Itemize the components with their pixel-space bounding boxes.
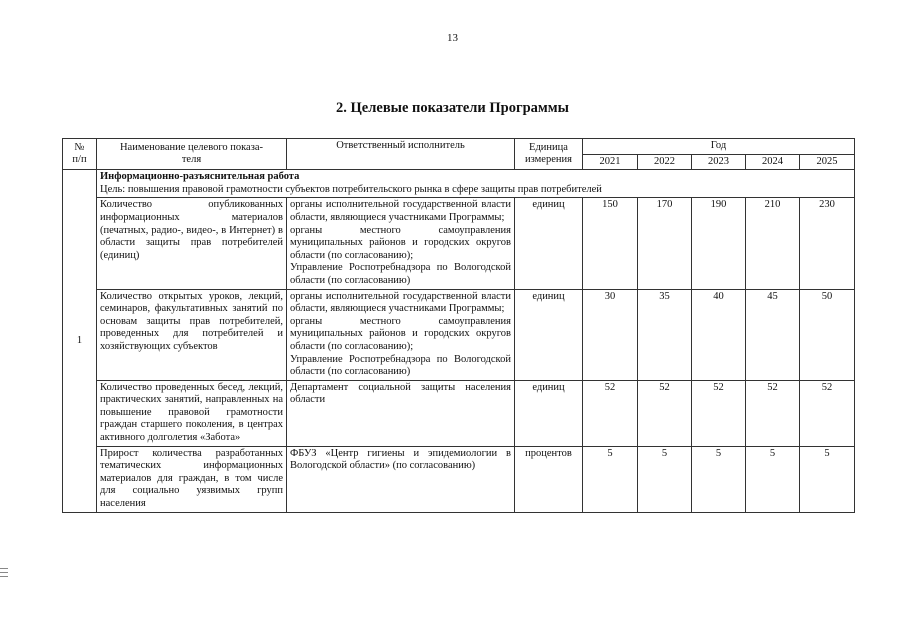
header-num: № п/п	[63, 139, 97, 170]
section-number: 1	[63, 170, 97, 512]
indicator-name: Количество открытых уроков, лекций, семинаров, факультативных занятий по основам защиты прав потребителей, проведенных для потребителей и хозяйствующих субъектов	[97, 289, 287, 380]
header-year: 2023	[692, 154, 746, 170]
table-row	[63, 446, 855, 512]
indicator-value: 45	[746, 289, 800, 380]
table-row	[63, 380, 855, 446]
indicator-value: 5	[746, 446, 800, 512]
indicator-unit: единиц	[515, 289, 583, 380]
indicator-value: 52	[746, 380, 800, 446]
indicator-value: 30	[583, 289, 638, 380]
indicator-executor: Департамент социальной защиты населения области	[287, 380, 515, 446]
indicator-value: 5	[692, 446, 746, 512]
section-goal: Цель: повышения правовой грамотности субъектов потребительского рынка в сфере защиты прав потребителей	[97, 184, 855, 198]
target-indicators-table	[62, 138, 855, 513]
section-heading: Информационно-разъяснительная работа	[97, 170, 855, 184]
header-executor: Ответственный исполнитель	[287, 139, 515, 170]
indicator-name: Количество проведенных бесед, лекций, практических занятий, направленных на повышение правовой грамотности граждан старшего поколения, в центрах активного долголетия «Забота»	[97, 380, 287, 446]
indicator-unit: единиц	[515, 198, 583, 289]
header-year: 2025	[800, 154, 855, 170]
indicator-name: Количество опубликованных информационных материалов (печатных, радио-, видео-, в Интернет) в области защиты прав потребителей (единиц)	[97, 198, 287, 289]
indicator-value: 35	[638, 289, 692, 380]
section-title: 2. Целевые показатели Программы	[336, 100, 569, 116]
indicator-value: 170	[638, 198, 692, 289]
indicator-value: 52	[800, 380, 855, 446]
indicator-value: 52	[692, 380, 746, 446]
header-indicator-name: Наименование целевого показа- теля	[97, 139, 287, 170]
header-year: 2024	[746, 154, 800, 170]
page-number: 13	[447, 32, 458, 44]
indicator-value: 5	[583, 446, 638, 512]
indicator-value: 190	[692, 198, 746, 289]
indicator-value: 5	[800, 446, 855, 512]
indicator-executor: ФБУЗ «Центр гигиены и эпидемиологии в Вологодской области» (по согласованию)	[287, 446, 515, 512]
indicator-value: 50	[800, 289, 855, 380]
scan-artifact	[0, 568, 10, 582]
header-year-group: Год	[583, 139, 855, 155]
indicator-value: 5	[638, 446, 692, 512]
indicator-executor: органы исполнительной государственной власти области, являющиеся участниками Программы; органы местного самоуправления муниципальных районов и городских округов области (по согласованию); Управление Роспотребнадзора по Вологодской области (по согласованию)	[287, 198, 515, 289]
indicator-value: 210	[746, 198, 800, 289]
indicator-value: 230	[800, 198, 855, 289]
indicator-unit: единиц	[515, 380, 583, 446]
indicator-value: 40	[692, 289, 746, 380]
indicator-value: 52	[583, 380, 638, 446]
header-year: 2022	[638, 154, 692, 170]
indicator-executor: органы исполнительной государственной власти области, являющиеся участниками Программы; органы местного самоуправления муниципальных районов и городских округов области (по согласованию); Управление Роспотребнадзора по Вологодской области (по согласованию)	[287, 289, 515, 380]
header-unit: Единица измерения	[515, 139, 583, 170]
indicator-name: Прирост количества разработанных тематических информационных материалов для граждан, в том числе для социально уязвимых групп населения	[97, 446, 287, 512]
table-row	[63, 198, 855, 289]
indicator-value: 150	[583, 198, 638, 289]
indicator-unit: процентов	[515, 446, 583, 512]
indicator-value: 52	[638, 380, 692, 446]
header-year: 2021	[583, 154, 638, 170]
table-row	[63, 289, 855, 380]
